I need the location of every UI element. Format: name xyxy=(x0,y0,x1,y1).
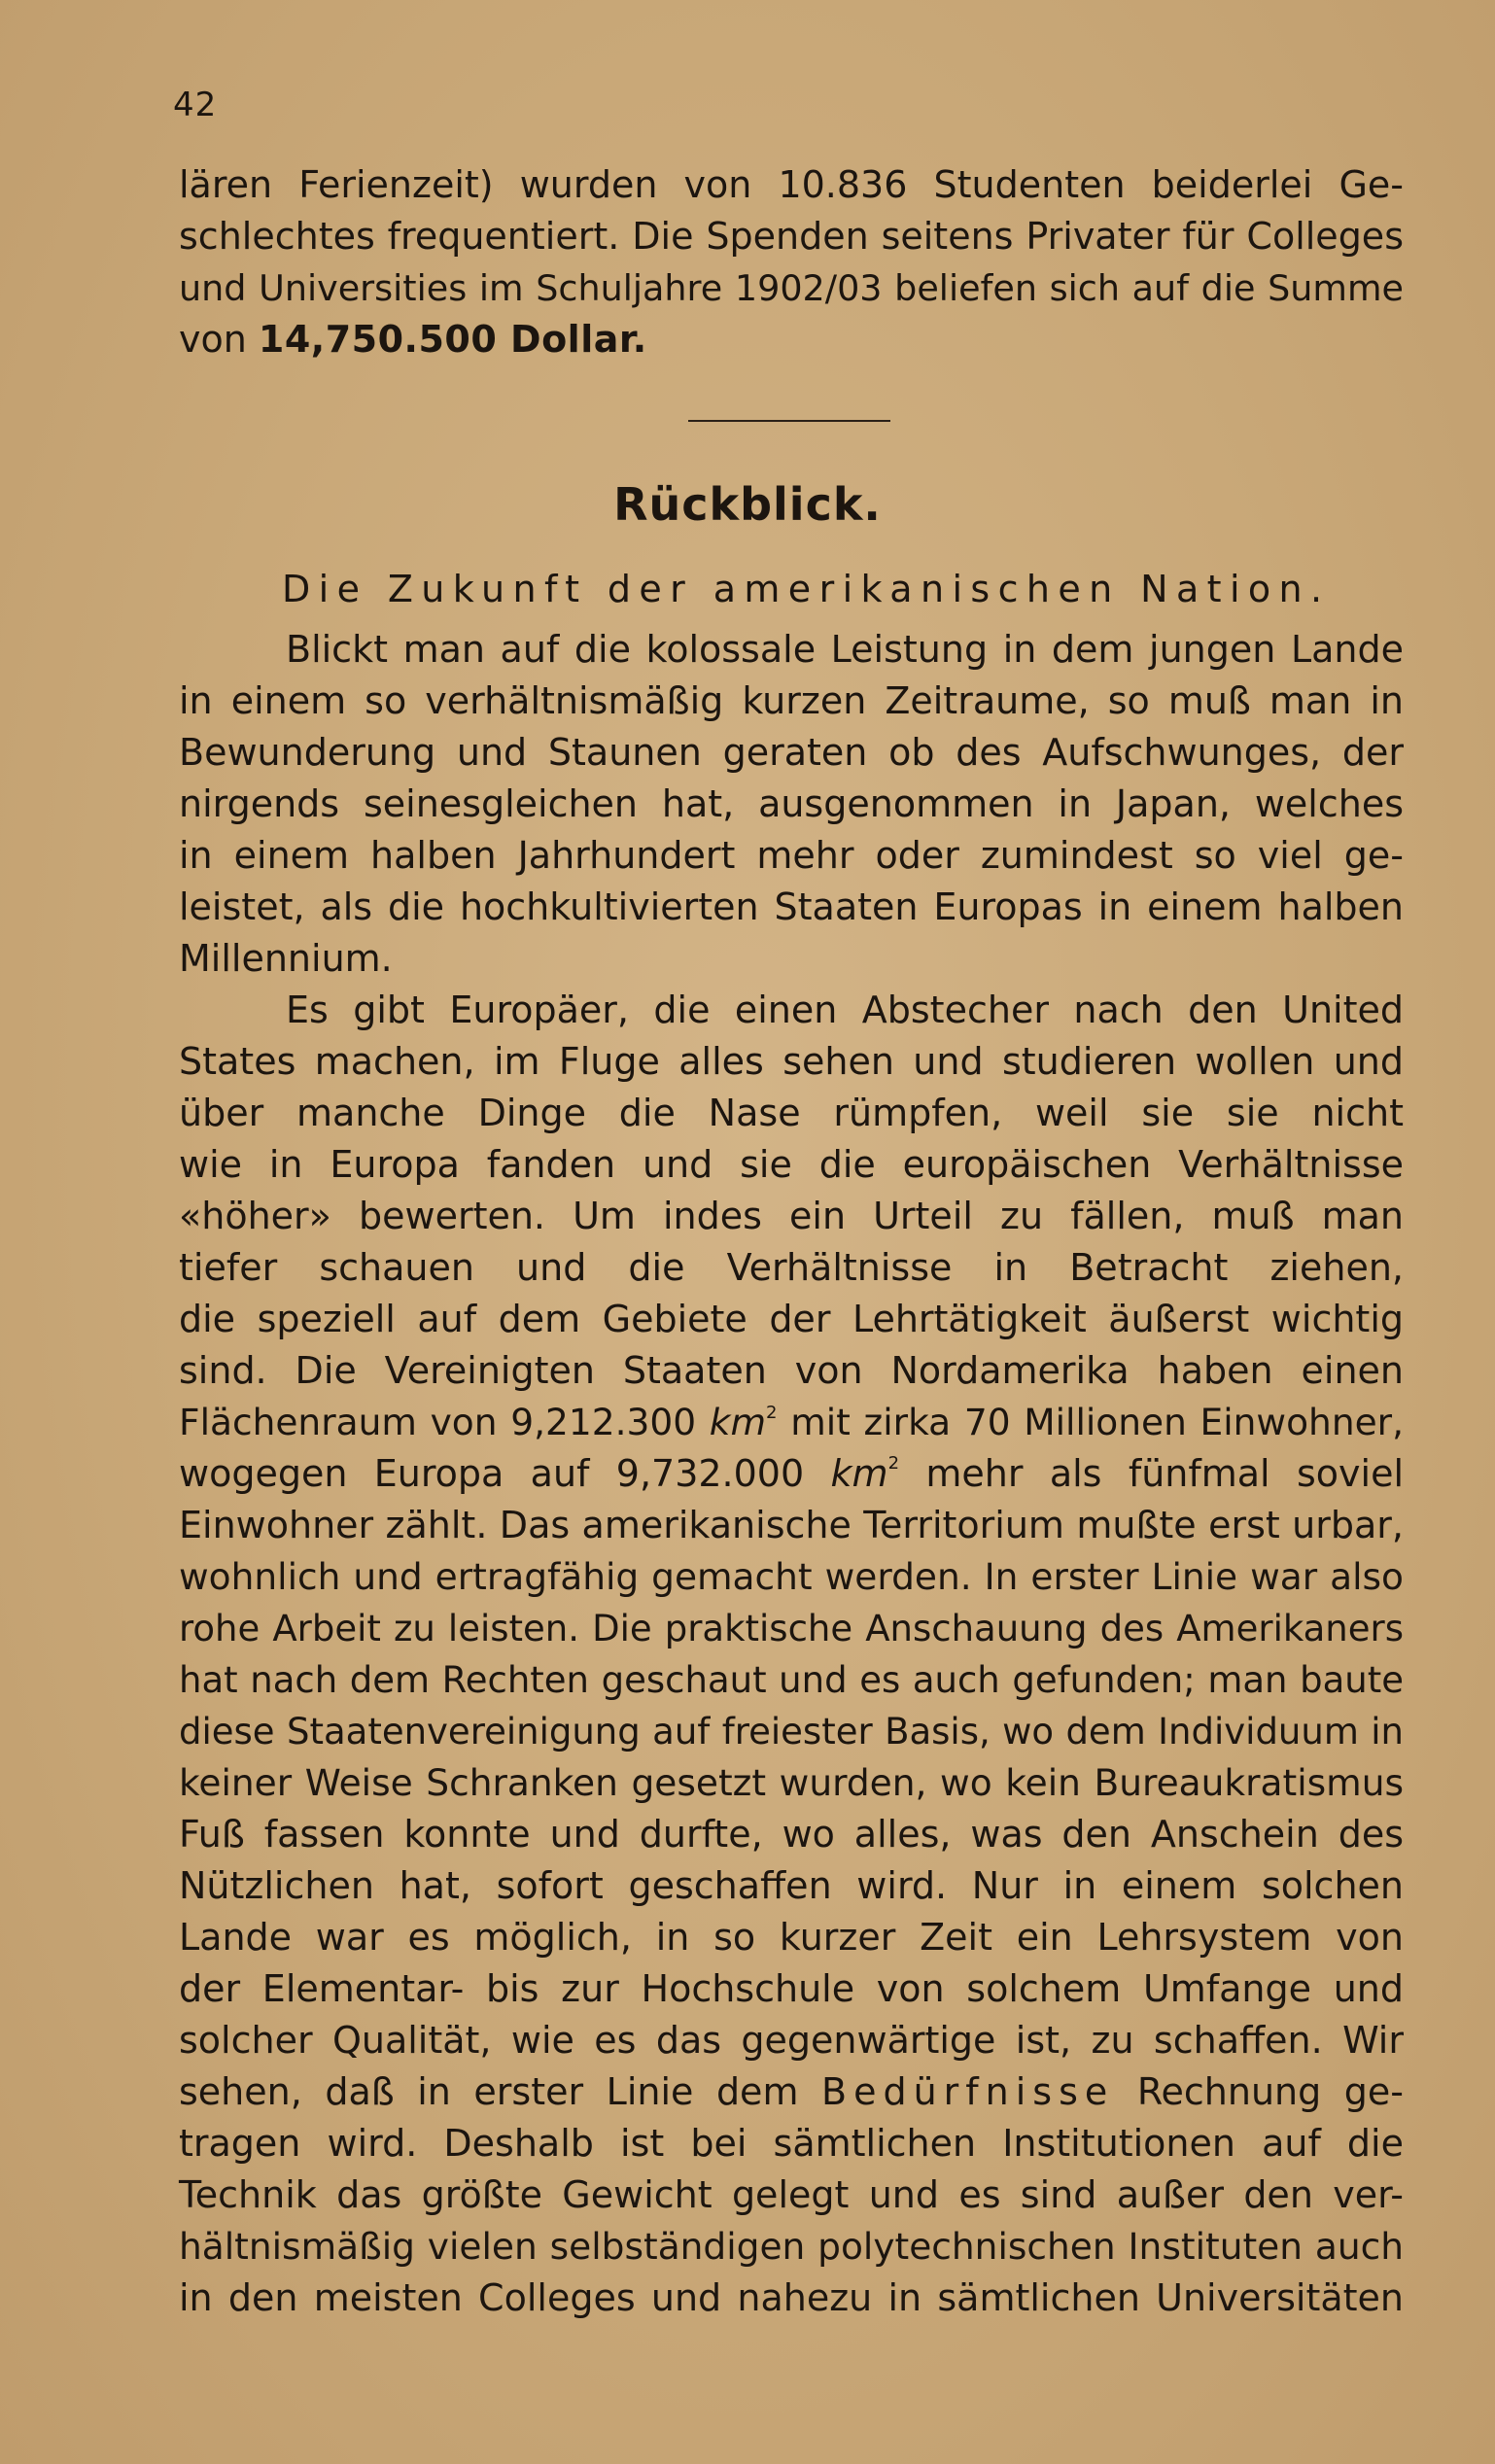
text-segment: Rechnung ge- xyxy=(1114,2070,1404,2113)
text-line-area xyxy=(179,1397,1404,1448)
paragraph-2 xyxy=(179,985,1404,2324)
section-divider xyxy=(688,420,890,422)
text-line: hältnismäßig vielen selbständigen polytechnischen Instituten auch xyxy=(179,2225,1404,2268)
text-segment: sehen, daß in erster Linie dem xyxy=(179,2070,821,2113)
text-line: schlechtes frequentiert. Die Spenden seitens Privater für Colleges xyxy=(179,215,1404,258)
text-line: tragen wird. Deshalb ist bei sämtlichen Institutionen auf die xyxy=(179,2122,1404,2165)
text-line: Bewunderung und Staunen geraten ob des Aufschwunges, der xyxy=(179,731,1404,774)
text-line: Einwohner zählt. Das amerikanische Territorium mußte erst urbar, xyxy=(179,1504,1404,1546)
intro-paragraph xyxy=(179,159,1404,365)
text-line: wie in Europa fanden und sie die europäischen Verhältnisse xyxy=(179,1143,1404,1186)
text-line xyxy=(179,314,1404,365)
emphasized-word: Bedürfnisse xyxy=(821,2070,1115,2113)
text-line: Blickt man auf die kolossale Leistung in dem jungen Lande xyxy=(286,628,1404,671)
text-line: diese Staatenvereinigung auf freiester Basis, wo dem Individuum in xyxy=(179,1711,1404,1753)
text-line: in einem halben Jahrhundert mehr oder zumindest so viel ge- xyxy=(179,834,1404,877)
text-line: der Elementar- bis zur Hochschule von solchem Umfange und xyxy=(179,1967,1404,2010)
text-line: tiefer schauen und die Verhältnisse in Betracht ziehen, xyxy=(179,1246,1404,1289)
text-line: über manche Dinge die Nase rümpfen, weil sie sie nicht xyxy=(179,1092,1404,1134)
text-line: nirgends seinesgleichen hat, ausgenommen in Japan, welches xyxy=(179,782,1404,825)
text-line: Nützlichen hat, sofort geschaffen wird. Nur in einem solchen xyxy=(179,1864,1404,1907)
unit-exponent: 2 xyxy=(887,1453,900,1475)
text-line: solcher Qualität, wie es das gegenwärtige ist, zu schaffen. Wir xyxy=(179,2019,1404,2062)
text-line: States machen, im Fluge alles sehen und studieren wollen und xyxy=(179,1040,1404,1083)
text-line: die speziell auf dem Gebiete der Lehrtätigkeit äußerst wichtig xyxy=(179,1298,1404,1340)
text-line: rohe Arbeit zu leisten. Die praktische Anschauung des Amerikaners xyxy=(179,1608,1404,1649)
text-segment: mit zirka 70 Millionen Einwohner, xyxy=(777,1401,1404,1443)
text-line: und Universities im Schuljahre 1902/03 beliefen sich auf die Summe xyxy=(179,267,1404,309)
text-line: Es gibt Europäer, die einen Abstecher nach den United xyxy=(286,989,1404,1031)
page-number: 42 xyxy=(173,86,218,124)
text-line: Technik das größte Gewicht gelegt und es sind außer den ver- xyxy=(179,2173,1404,2216)
text-line: keiner Weise Schranken gesetzt wurden, wo kein Bureaukratismus xyxy=(179,1761,1404,1804)
text-line-europe xyxy=(179,1448,1404,1500)
text-segment: Flächenraum von 9,212.300 xyxy=(179,1401,710,1443)
text-line: wohnlich und ertragfähig gemacht werden. In erster Linie war also xyxy=(179,1555,1404,1598)
text-line: sind. Die Vereinigten Staaten von Nordamerika haben einen xyxy=(179,1349,1404,1392)
text-line: Millennium. xyxy=(179,937,393,980)
sum-lead: von xyxy=(179,318,259,361)
text-line: hat nach dem Rechten geschaut und es auch gefunden; man baute xyxy=(179,1659,1404,1701)
text-line: in einem so verhältnismäßig kurzen Zeitraume, so muß man in xyxy=(179,679,1404,722)
section-heading: Rückblick. xyxy=(613,478,882,531)
text-line: leistet, als die hochkultivierten Staaten Europas in einem halben xyxy=(179,885,1404,928)
unit-km: km xyxy=(709,1401,767,1443)
text-line: in den meisten Colleges und nahezu in sämtlichen Universitäten xyxy=(179,2276,1404,2319)
text-line: «höher» bewerten. Um indes ein Urteil zu fällen, muß man xyxy=(179,1195,1404,1237)
unit-km: km xyxy=(830,1452,888,1495)
unit-exponent: 2 xyxy=(766,1402,778,1423)
donation-sum: 14,750.500 Dollar. xyxy=(258,318,647,361)
paragraph-1 xyxy=(179,624,1404,985)
text-line: Fuß fassen konnte und durfte, wo alles, was den Anschein des xyxy=(179,1813,1404,1856)
text-line: Lande war es möglich, in so kurzer Zeit ein Lehrsystem von xyxy=(179,1916,1404,1959)
section-subheading: Die Zukunft der amerikanischen Nation. xyxy=(282,568,1331,610)
text-segment: mehr als fünfmal soviel xyxy=(899,1452,1404,1495)
text-segment: wogegen Europa auf 9,732.000 xyxy=(179,1452,831,1495)
text-line: lären Ferienzeit) wurden von 10.836 Studenten beiderlei Ge- xyxy=(179,163,1404,206)
text-line-needs xyxy=(179,2066,1404,2118)
